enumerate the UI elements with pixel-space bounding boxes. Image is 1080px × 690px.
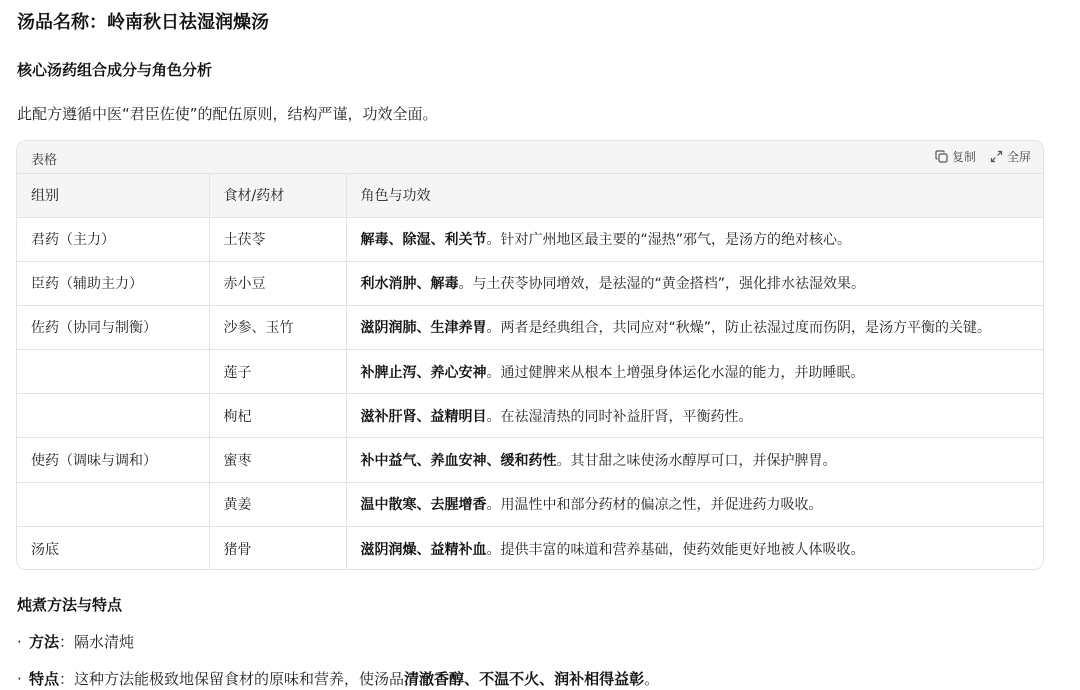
bullet-dot: · [17,669,22,688]
effect-rest: 。通过健脾来从根本上增强身体运化水湿的能力，并助睡眠。 [486,364,865,381]
table-row [17,261,1043,305]
ingredients-table [17,174,1043,570]
effect-bold: 解毒、除湿、利关节 [360,232,487,249]
method-sep: ： [59,633,75,651]
cell-ingredient: 土茯苓 [209,217,346,261]
copy-label: 复制 [951,150,976,164]
feature-bold-1: 清澈香醇 [404,670,465,688]
table-row [17,350,1043,394]
effect-rest: 。提供丰富的味道和营养基础，使药效能更好地被人体吸收。 [486,541,865,558]
effect-bold: 利水消肿、解毒 [360,276,459,293]
cell-effect [346,305,1043,349]
effect-bold: 补脾止泻、养心安神 [360,364,487,381]
cell-effect [346,261,1043,305]
table-row [17,305,1043,349]
table-card-header [17,141,1043,174]
effect-rest: 。其甘甜之味使汤水醇厚可口，并保护脾胃。 [556,453,837,470]
effect-rest: 。用温性中和部分药材的偏凉之性，并促进药力吸收。 [486,497,823,514]
table-card [16,140,1044,570]
copy-icon [935,150,948,163]
cell-effect [346,350,1043,394]
cell-ingredient: 黄姜 [209,482,346,526]
feature-text: 这种方法能极致地保留食材的原味和营养，使汤品 [74,670,405,688]
feature-comma-2: 、 [539,670,555,688]
header-group: 组别 [17,174,209,217]
cell-group [17,350,209,394]
bullet-dot: · [17,632,22,651]
intro-text: 此配方遵循中医“君臣佐使”的配伍原则，结构严谨，功效全面。 [17,105,438,123]
cell-group: 臣药（辅助主力） [17,261,209,305]
feature-bullet [17,668,659,689]
effect-rest: 。在祛湿清热的同时补益肝肾，平衡药性。 [486,408,753,425]
copy-button[interactable] [935,148,976,165]
cell-ingredient: 赤小豆 [209,261,346,305]
feature-end: 。 [644,670,660,688]
cell-effect [346,217,1043,261]
feature-comma-1: 、 [464,670,480,688]
method-value: 隔水清炖 [74,633,135,651]
cell-effect [346,394,1043,438]
fullscreen-label: 全屏 [1006,150,1031,164]
cell-effect [346,438,1043,482]
table-card-actions [935,148,1031,165]
table-row [17,438,1043,482]
effect-bold: 补中益气、养血安神、缓和药性 [360,453,557,470]
cell-group [17,482,209,526]
effect-bold: 温中散寒、去腥增香 [360,497,487,514]
feature-bold-3: 润补相得益彰 [554,670,645,688]
cell-group: 君药（主力） [17,217,209,261]
cell-group: 佐药（协同与制衡） [17,305,209,349]
feature-sep: ： [59,670,75,688]
soup-title: 汤品名称：岭南秋日祛湿润燥汤 [17,12,269,33]
cell-group: 汤底 [17,526,209,570]
cell-ingredient: 枸杞 [209,394,346,438]
header-ingredient: 食材/药材 [209,174,346,217]
expand-icon [990,150,1003,163]
table-row [17,394,1043,438]
table-row [17,526,1043,570]
effect-rest: 。与土茯苓协同增效，是祛湿的“黄金搭档”，强化排水祛湿效果。 [458,276,866,293]
table-row [17,217,1043,261]
cell-effect [346,526,1043,570]
header-effect: 角色与功效 [360,188,431,205]
effect-rest: 。两者是经典组合，共同应对“秋燥”，防止祛湿过度而伤阴，是汤方平衡的关键。 [486,320,992,337]
effect-bold: 滋阴润肺、生津养胃 [360,320,487,337]
cell-ingredient: 蜜枣 [209,438,346,482]
cell-effect [346,482,1043,526]
fullscreen-button[interactable] [990,148,1031,165]
method-bullet [17,631,134,652]
cell-group: 使药（调味与调和） [17,438,209,482]
effect-bold: 滋阴润燥、益精补血 [360,541,487,558]
cell-ingredient: 沙参、玉竹 [209,305,346,349]
section-title-method: 炖煮方法与特点 [17,596,123,614]
feature-bold-2: 不温不火 [479,670,540,688]
feature-label: 特点 [29,670,60,688]
effect-rest: 。针对广州地区最主要的“湿热”邪气，是汤方的绝对核心。 [486,232,852,249]
cell-ingredient: 猪骨 [209,526,346,570]
cell-ingredient: 莲子 [209,350,346,394]
table-row [17,482,1043,526]
effect-bold: 滋补肝肾、益精明目 [360,408,487,425]
table-header-row [17,174,1043,217]
cell-group [17,394,209,438]
method-label: 方法 [29,633,60,651]
section-title-ingredients: 核心汤药组合成分与角色分析 [17,61,213,79]
table-card-label: 表格 [31,153,58,168]
